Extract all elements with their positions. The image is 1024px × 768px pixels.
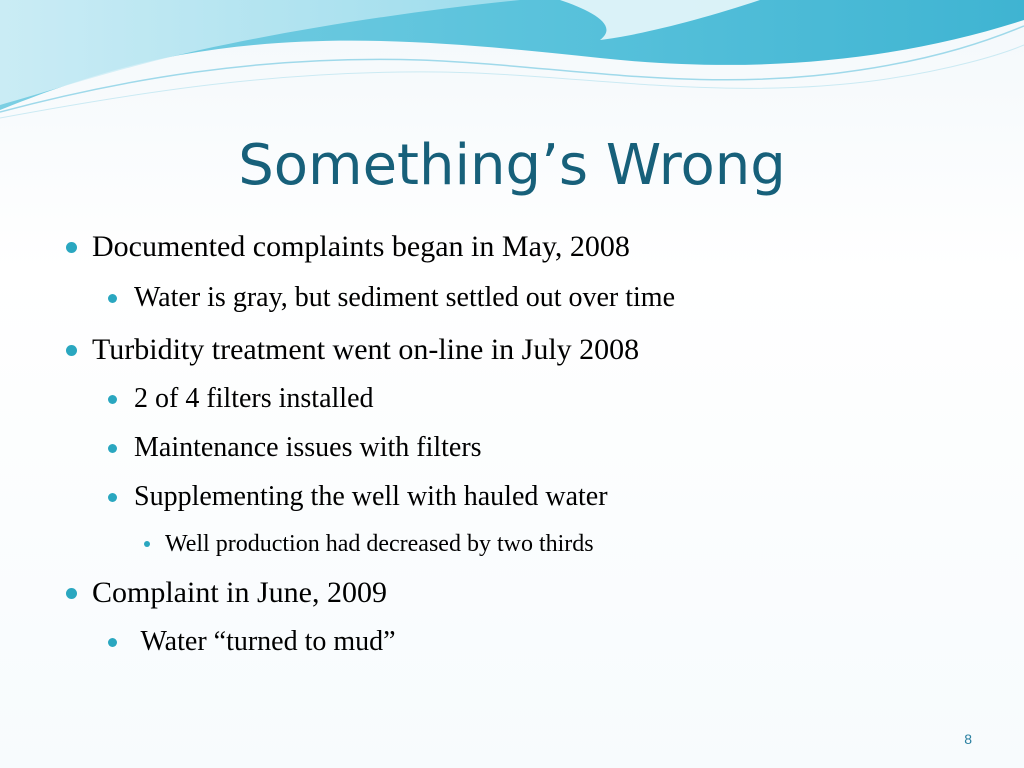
bullet-level1 (92, 332, 639, 368)
bullet-text: Supplementing the well with hauled water (134, 481, 608, 512)
bullet-text: Water is gray, but sediment settled out over time (134, 282, 676, 313)
bullet-dot-icon (108, 493, 117, 502)
bullet-level2 (134, 382, 374, 416)
slide-title: Something’s Wrong (238, 133, 786, 198)
bullet-level2 (134, 281, 675, 315)
bullet-level2 (134, 431, 482, 465)
bullet-text: 2 of 4 filters installed (134, 383, 374, 414)
bullet-dot-icon (108, 444, 117, 453)
page-number: 8 (964, 731, 972, 747)
bullet-level1 (92, 575, 387, 611)
bullet-dot-icon (144, 541, 150, 547)
bullet-dot-icon (108, 638, 117, 647)
bullet-level2 (134, 625, 396, 659)
bullet-dot-icon (108, 294, 117, 303)
bullet-text: Well production had decreased by two thirds (165, 531, 594, 557)
bullet-dot-icon (66, 242, 77, 253)
bullet-text: Water “turned to mud” (134, 626, 396, 657)
header-wave-decoration (0, 0, 1024, 130)
bullet-text: Turbidity treatment went on-line in July 2008 (92, 333, 640, 366)
bullet-level2 (134, 480, 608, 514)
bullet-text: Maintenance issues with filters (134, 432, 482, 463)
bullet-level1 (92, 229, 630, 265)
bullet-text: Complaint in June, 2009 (92, 576, 387, 609)
bullet-dot-icon (66, 345, 77, 356)
bullet-text: Documented complaints began in May, 2008 (92, 230, 630, 263)
bullet-dot-icon (66, 588, 77, 599)
bullet-level3 (165, 529, 594, 559)
bullet-dot-icon (108, 395, 117, 404)
